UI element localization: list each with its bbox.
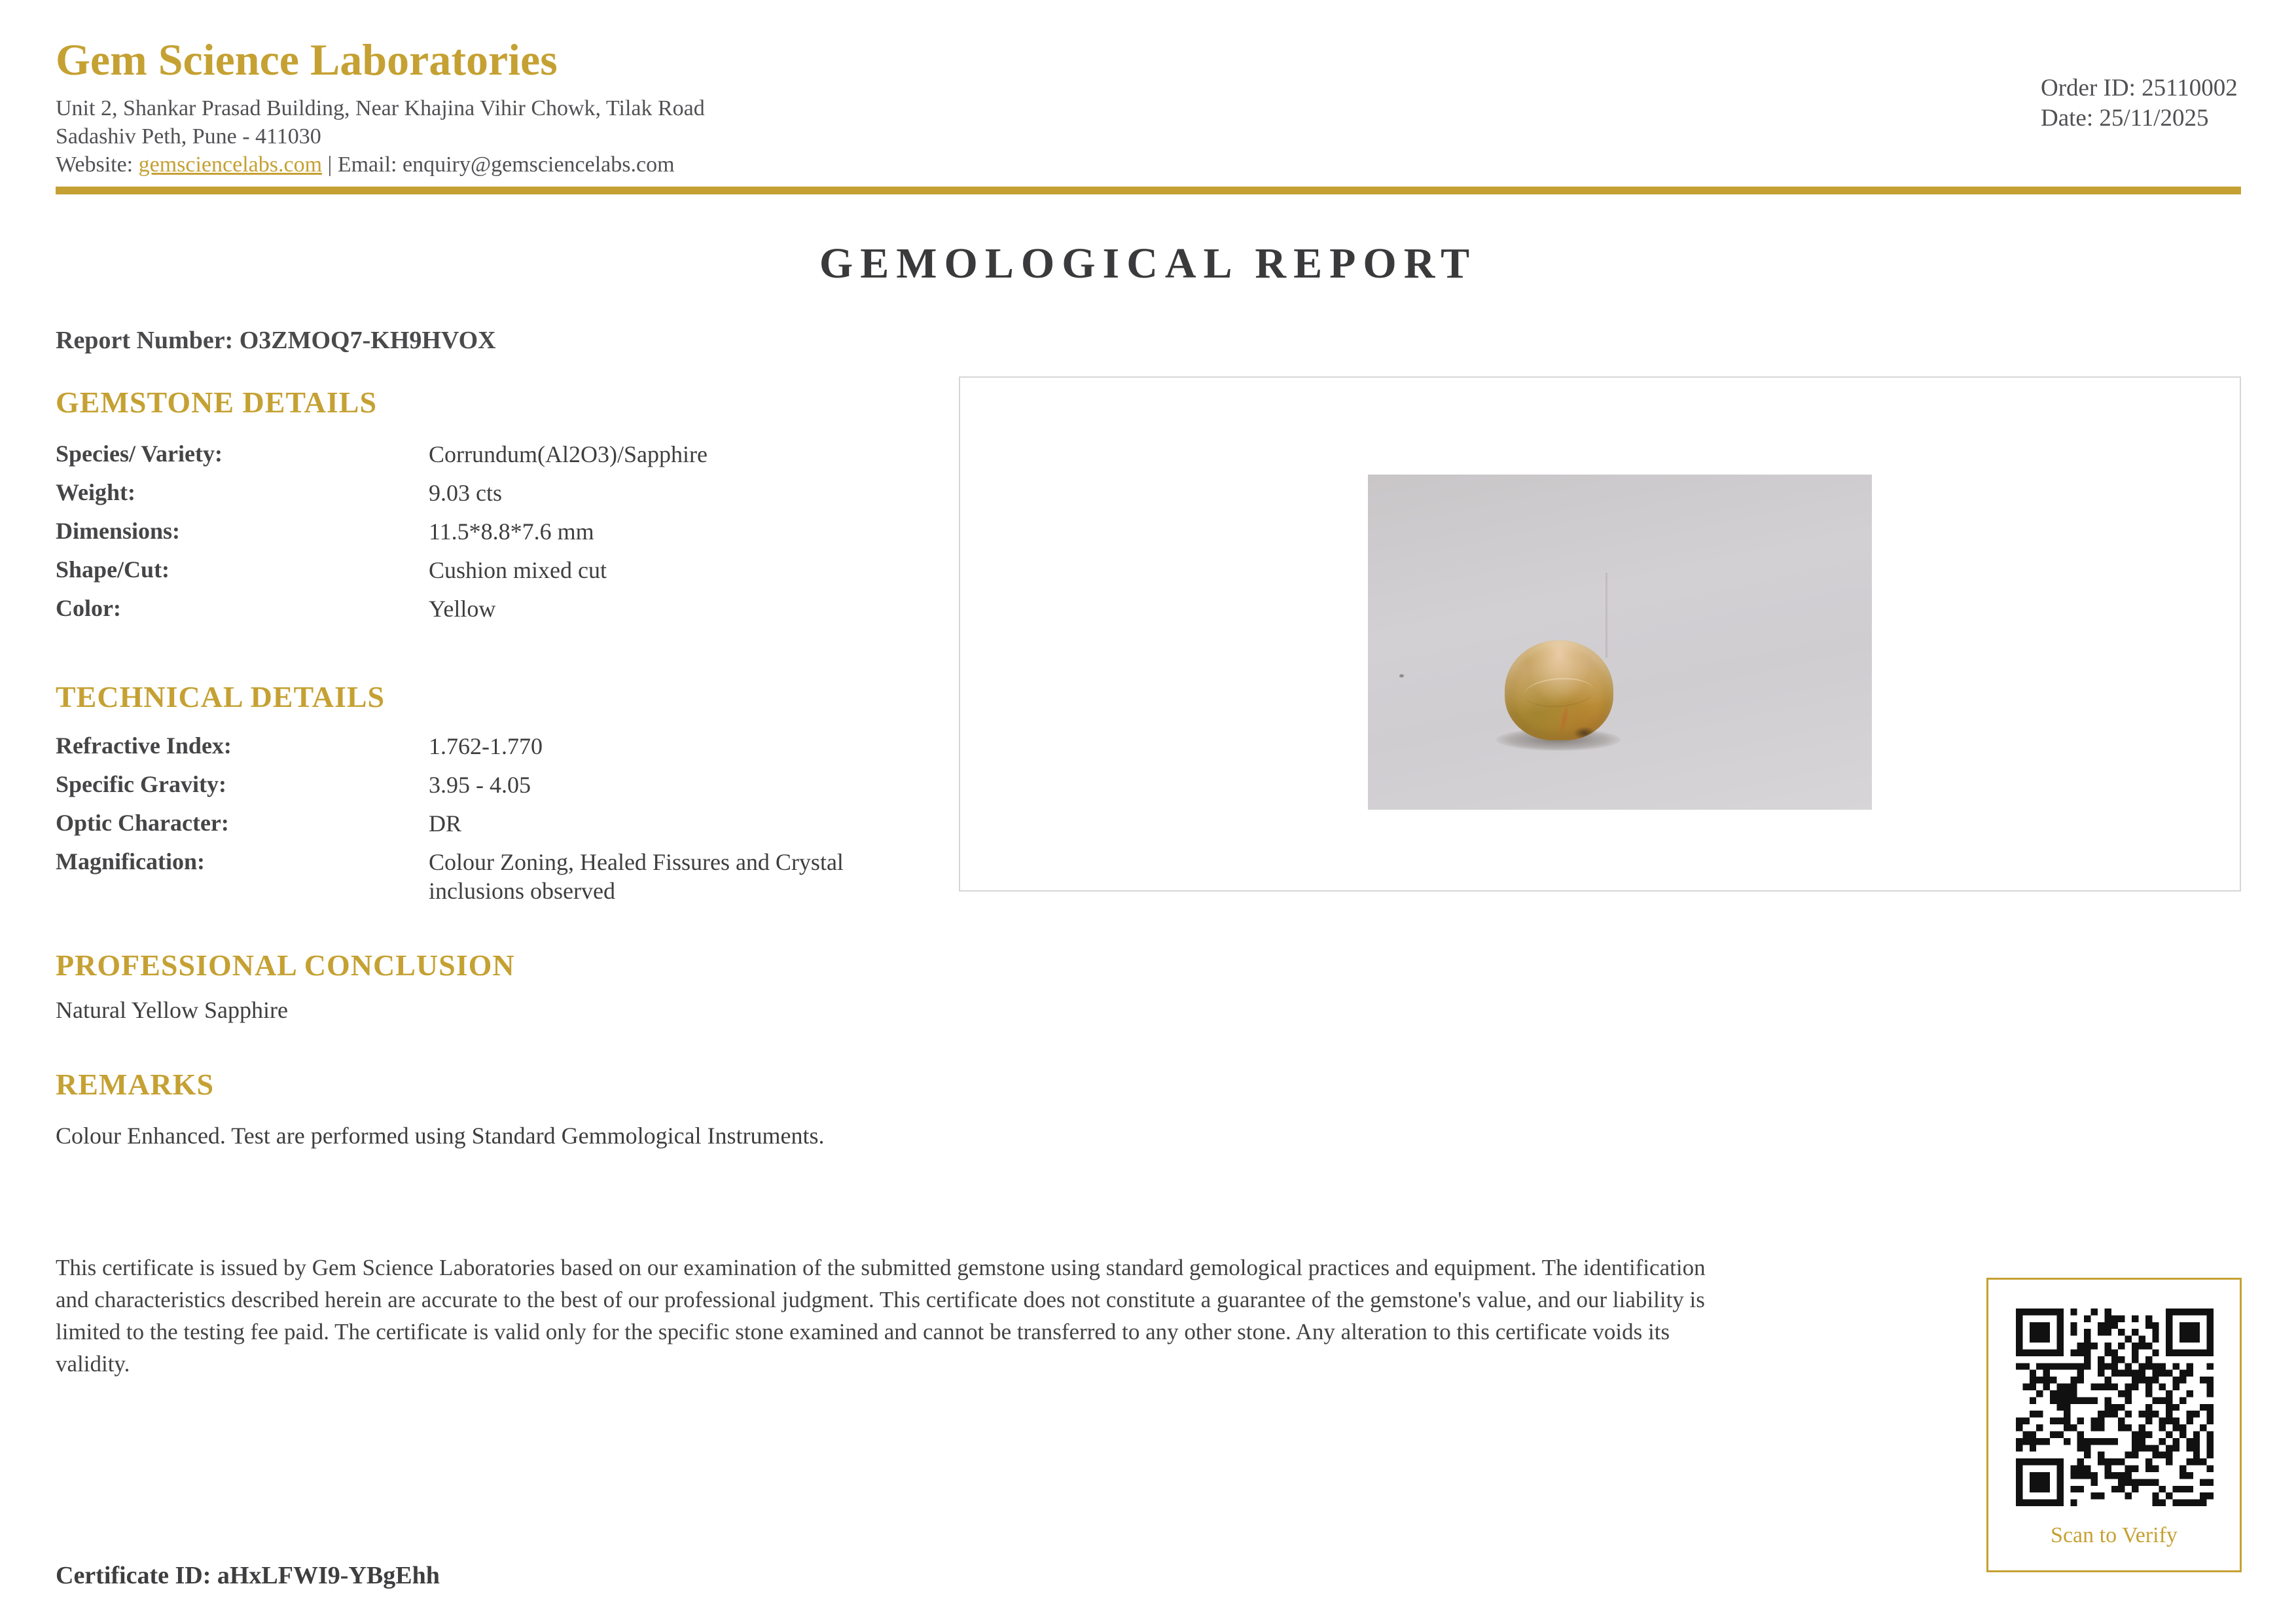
certificate-id: [56, 1561, 440, 1590]
section-heading-conclusion: PROFESSIONAL CONCLUSION: [56, 948, 515, 982]
certificate-id-label: Certificate ID:: [56, 1562, 211, 1589]
website-link[interactable]: gemsciencelabs.com: [138, 153, 323, 177]
photo-speck-artifact: [1399, 674, 1404, 677]
row-value: Cushion mixed cut: [429, 557, 607, 583]
yellow-sapphire-gem: [1505, 640, 1613, 740]
order-id: Order ID: 25110002: [2041, 75, 2238, 101]
row-label: Specific Gravity:: [56, 771, 226, 797]
report-number-label: Report Number:: [56, 327, 234, 354]
row-label: Optic Character:: [56, 810, 229, 836]
certificate-id-value: aHxLFWI9-YBgEhh: [217, 1562, 440, 1589]
row-value: Corrundum(Al2O3)/Sapphire: [429, 441, 708, 467]
row-label: Refractive Index:: [56, 732, 232, 759]
report-number: [56, 326, 496, 355]
row-label: Dimensions:: [56, 518, 181, 544]
gem-photo: [1368, 475, 1872, 810]
row-value: DR: [429, 810, 462, 837]
section-heading-gemstone: GEMSTONE DETAILS: [56, 386, 378, 419]
order-date: Date: 25/11/2025: [2041, 105, 2209, 132]
section-heading-remarks: REMARKS: [56, 1068, 215, 1101]
remarks-text: Colour Enhanced. Test are performed using Standard Gemmological Instruments.: [56, 1123, 825, 1149]
row-value: 3.95 - 4.05: [429, 772, 531, 798]
row-label: Shape/Cut:: [56, 556, 170, 583]
report-number-value: O3ZMOQ7-KH9HVOX: [239, 327, 496, 354]
company-address: [56, 94, 705, 179]
row-label: Weight:: [56, 479, 135, 505]
qr-verify-panel: [1986, 1278, 2242, 1572]
email-text: Email: enquiry@gemsciencelabs.com: [337, 153, 675, 177]
contact-separator: |: [322, 153, 338, 177]
row-label: Magnification:: [56, 848, 205, 875]
row-label: Color:: [56, 595, 121, 621]
gem-facet-detail: [1523, 676, 1594, 709]
qr-code: [2016, 1308, 2214, 1506]
row-value: 9.03 cts: [429, 480, 502, 506]
address-line-1: Unit 2, Shankar Prasad Building, Near Khajina Vihir Chowk, Tilak Road: [56, 96, 705, 121]
gem-dark-spot: [1573, 727, 1596, 740]
header-divider: [56, 187, 2241, 194]
address-line-2: Sadashiv Peth, Pune - 411030: [56, 124, 321, 149]
gem-photo-frame: [959, 376, 2241, 892]
photo-scratch-artifact: [1605, 573, 1607, 658]
gem-streak-detail: [1558, 702, 1571, 736]
page-title: GEMOLOGICAL REPORT: [819, 240, 1477, 287]
header: [56, 34, 705, 179]
row-value: 11.5*8.8*7.6 mm: [429, 518, 594, 545]
row-label: Species/ Variety:: [56, 441, 223, 467]
qr-caption: Scan to Verify: [2051, 1523, 2178, 1547]
disclaimer-text: This certificate is issued by Gem Science Laboratories based on our examination of the submitted gemstone using standard gemological practices and equipment. The identification and characteristics described herein are accurate to the best of our professional judgment. This certificate does not constitute a guarantee of the gemstone's value, and our liability is limited to the testing fee paid. The certificate is valid only for the specific stone examined and cannot be transferred to any other stone. Any alteration to this certificate voids its validity.: [56, 1255, 1706, 1377]
row-value: Yellow: [429, 596, 496, 622]
section-heading-technical: TECHNICAL DETAILS: [56, 680, 386, 713]
row-value: 1.762-1.770: [429, 733, 543, 759]
order-info: [2041, 73, 2238, 134]
website-label: Website:: [56, 153, 139, 177]
row-value: Colour Zoning, Healed Fissures and Crystal inclusions observed: [429, 849, 844, 904]
conclusion-text: Natural Yellow Sapphire: [56, 997, 288, 1023]
contact-line: [56, 151, 705, 179]
company-name: Gem Science Laboratories: [56, 35, 558, 84]
